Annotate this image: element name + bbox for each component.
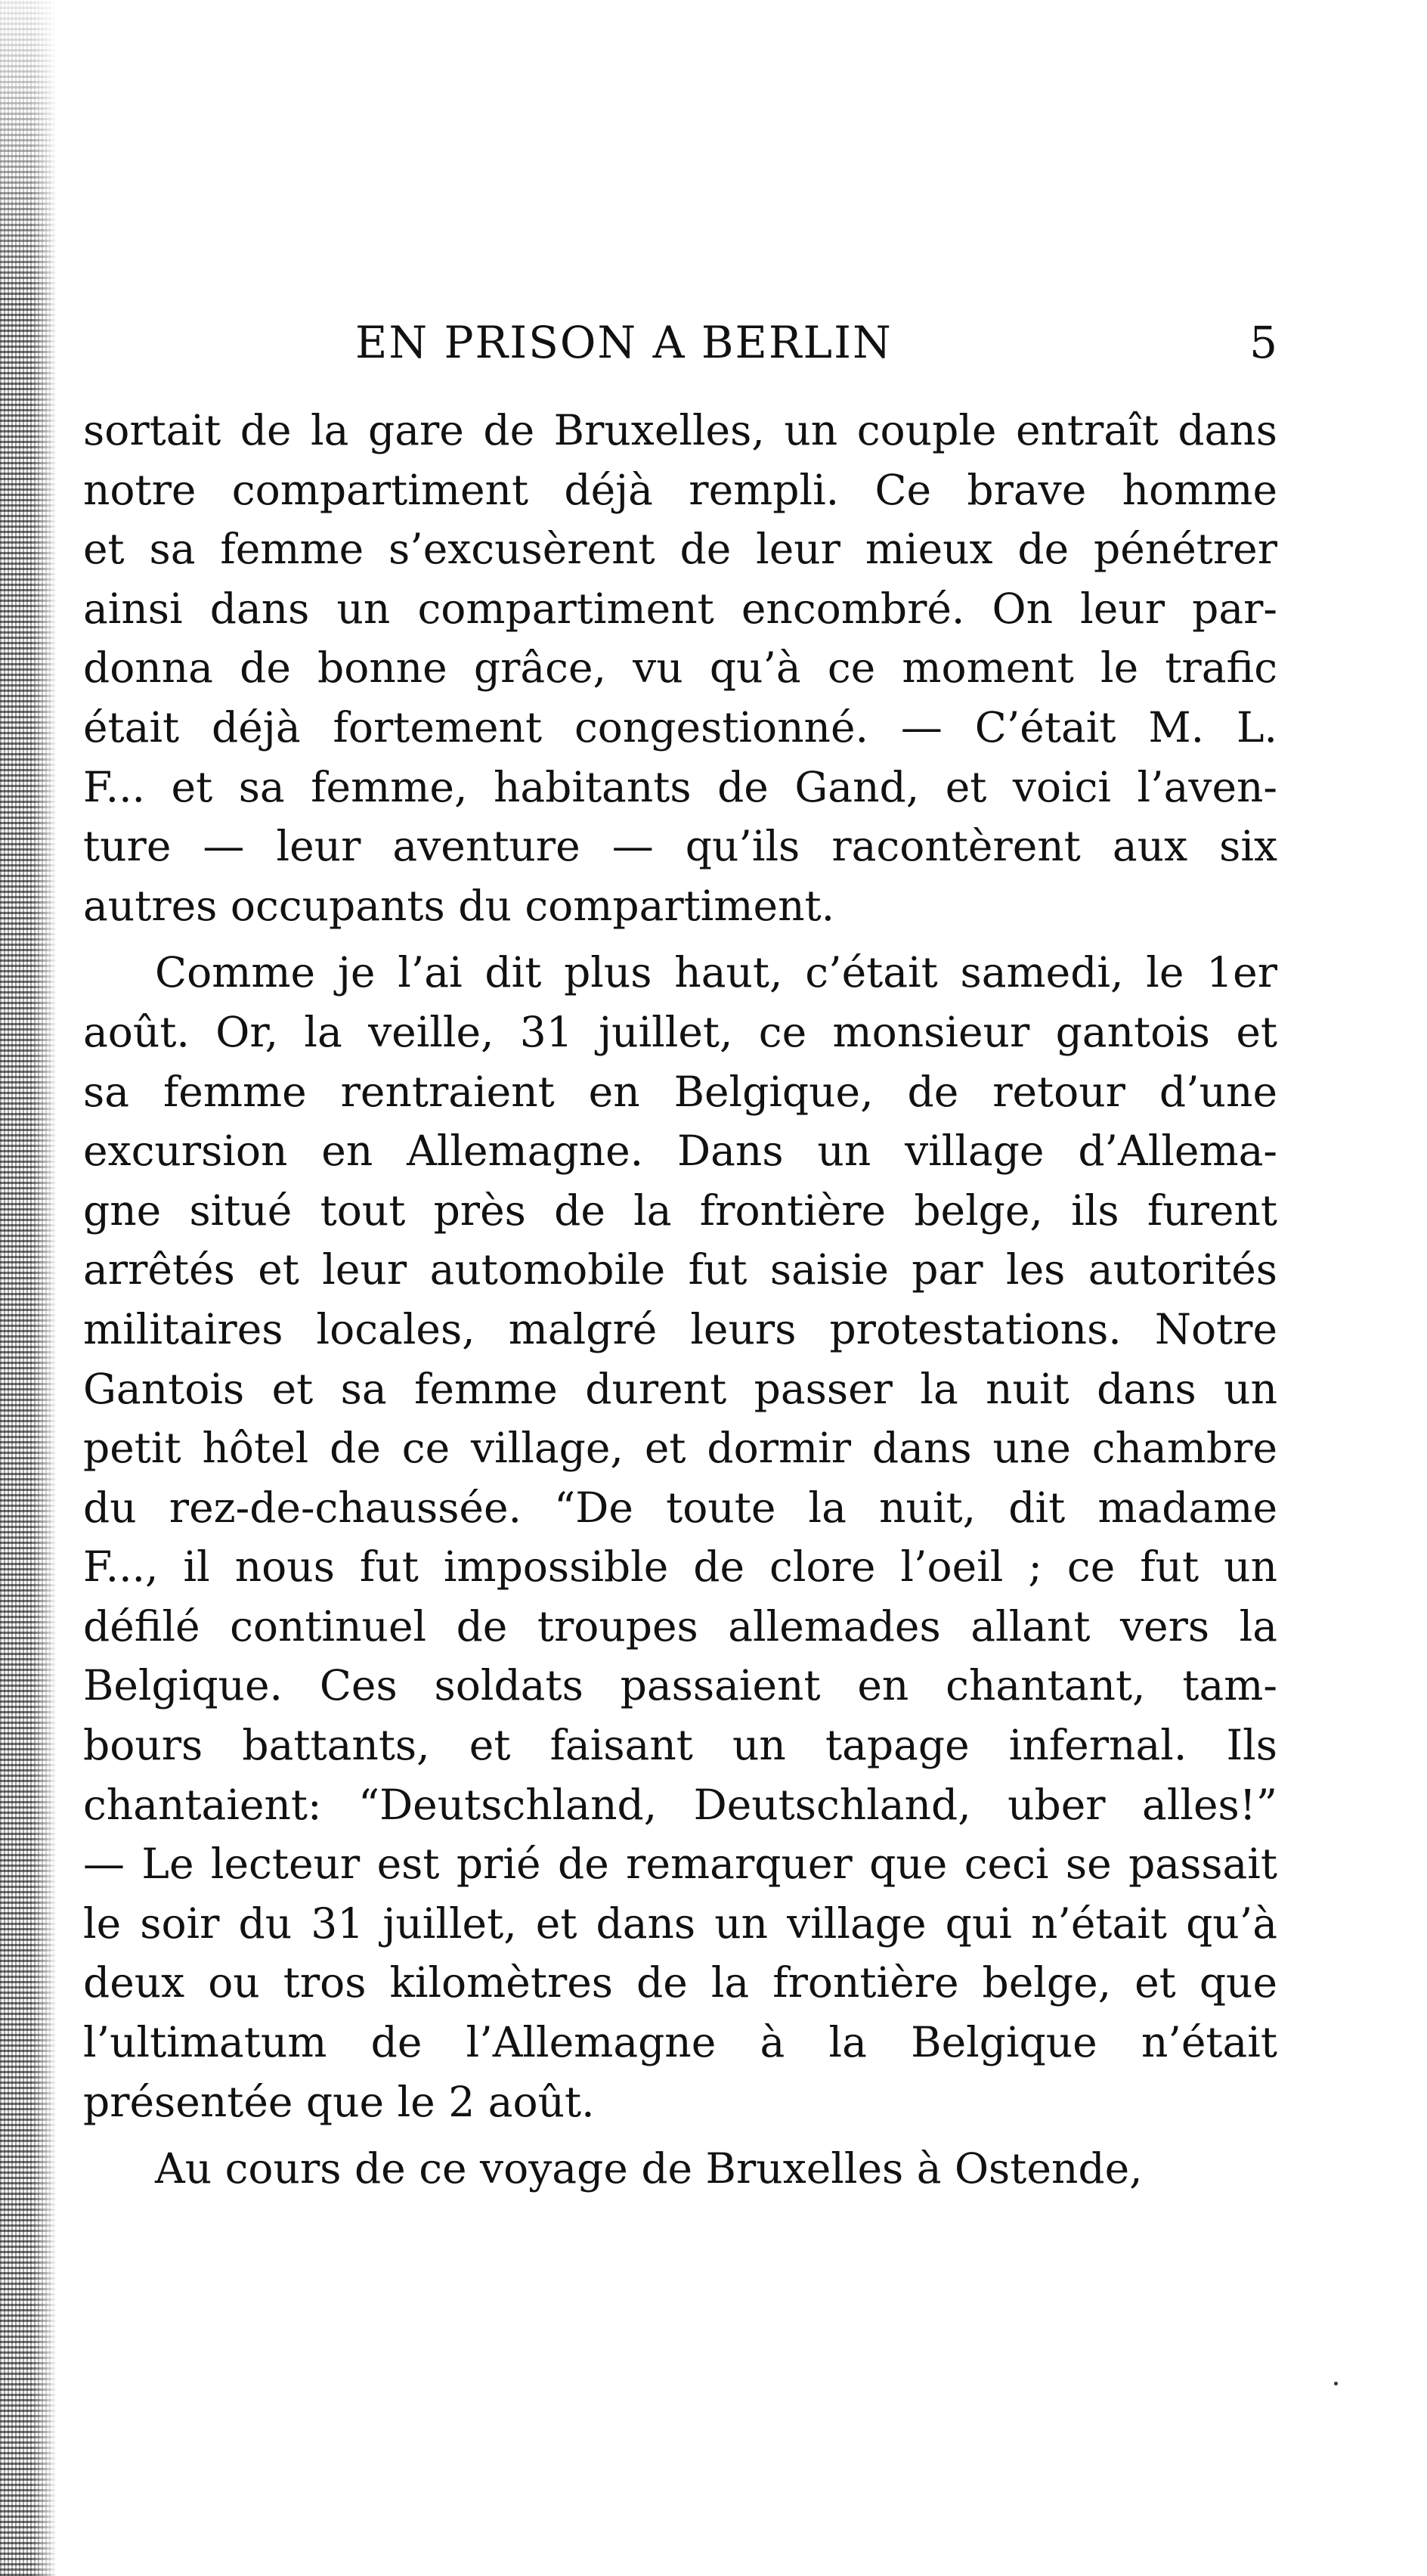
binding-edge-fade — [0, 0, 57, 302]
text-line: F... et sa femme, habitants de Gand, et voici l’aven- — [83, 762, 1277, 811]
text-line: et sa femme s’excusèrent de leur mieux de pénétrer — [83, 525, 1277, 574]
page-number: 5 — [1249, 317, 1277, 368]
text-line: était déjà fortement congestionné. — C’était M. L. — [83, 702, 1277, 752]
text-line: août. Or, la veille, 31 juillet, ce monsieur gantois et — [83, 1007, 1277, 1056]
text-line: deux ou tros kilomètres de la frontière belge, et que — [83, 1958, 1277, 2007]
body-text — [83, 401, 1277, 2206]
text-line: du rez-de-chaussée. “De toute la nuit, dit madame — [83, 1483, 1277, 1532]
text-line: autres occupants du compartiment. — [83, 881, 835, 930]
text-line: Au cours de ce voyage de Bruxelles à Ostende, — [155, 2144, 1143, 2193]
text-line: militaires locales, malgré leurs protestations. Notre — [83, 1304, 1277, 1353]
text-line: petit hôtel de ce village, et dormir dans une chambre — [83, 1424, 1277, 1473]
text-line: F..., il nous fut impossible de clore l’oeil ; ce fut un — [83, 1542, 1277, 1592]
text-line: sortait de la gare de Bruxelles, un couple entraît dans — [83, 406, 1277, 454]
text-line: l’ultimatum de l’Allemagne à la Belgique n’était — [83, 2018, 1277, 2067]
text-line: défilé continuel de troupes allemades allant vers la — [83, 1601, 1277, 1651]
text-line: Comme je l’ai dit plus haut, c’était samedi, le 1er — [155, 948, 1277, 997]
text-line: donna de bonne grâce, vu qu’à ce moment le trafic — [83, 643, 1277, 693]
paragraph — [83, 401, 1277, 935]
text-line: sa femme rentraient en Belgique, de retour d’une — [83, 1067, 1277, 1116]
scan-speck — [1334, 2382, 1338, 2385]
paragraph — [83, 2139, 1277, 2199]
text-line: bours battants, et faisant un tapage infernal. Ils — [83, 1721, 1277, 1770]
text-line: présentée que le 2 août. — [83, 2077, 595, 2126]
text-line: gne situé tout près de la frontière belge, ils furent — [83, 1186, 1277, 1235]
text-line: ainsi dans un compartiment encombré. On leur par- — [83, 584, 1277, 633]
text-line: le soir du 31 juillet, et dans un village qui n’était qu’à — [83, 1899, 1277, 1948]
running-header — [83, 308, 1277, 377]
text-line: notre compartiment déjà rempli. Ce brave homme — [83, 465, 1277, 514]
text-line: excursion en Allemagne. Dans un village d’Allema- — [83, 1127, 1277, 1176]
running-title: EN PRISON A BERLIN — [355, 317, 893, 368]
text-line: arrêtés et leur automobile fut saisie par les autorités — [83, 1245, 1277, 1294]
paragraph — [83, 943, 1277, 2131]
text-line: — Le lecteur est prié de remarquer que ceci se passait — [83, 1840, 1277, 1889]
text-line: chantaient: “Deutschland, Deutschland, uber alles!” — [83, 1780, 1277, 1829]
text-line: ture — leur aventure — qu’ils racontèrent aux six — [83, 822, 1277, 871]
scanned-binding-edge — [0, 0, 57, 2576]
text-line: Belgique. Ces soldats passaient en chantant, tam- — [83, 1661, 1277, 1710]
text-line: Gantois et sa femme durent passer la nuit dans un — [83, 1364, 1277, 1413]
